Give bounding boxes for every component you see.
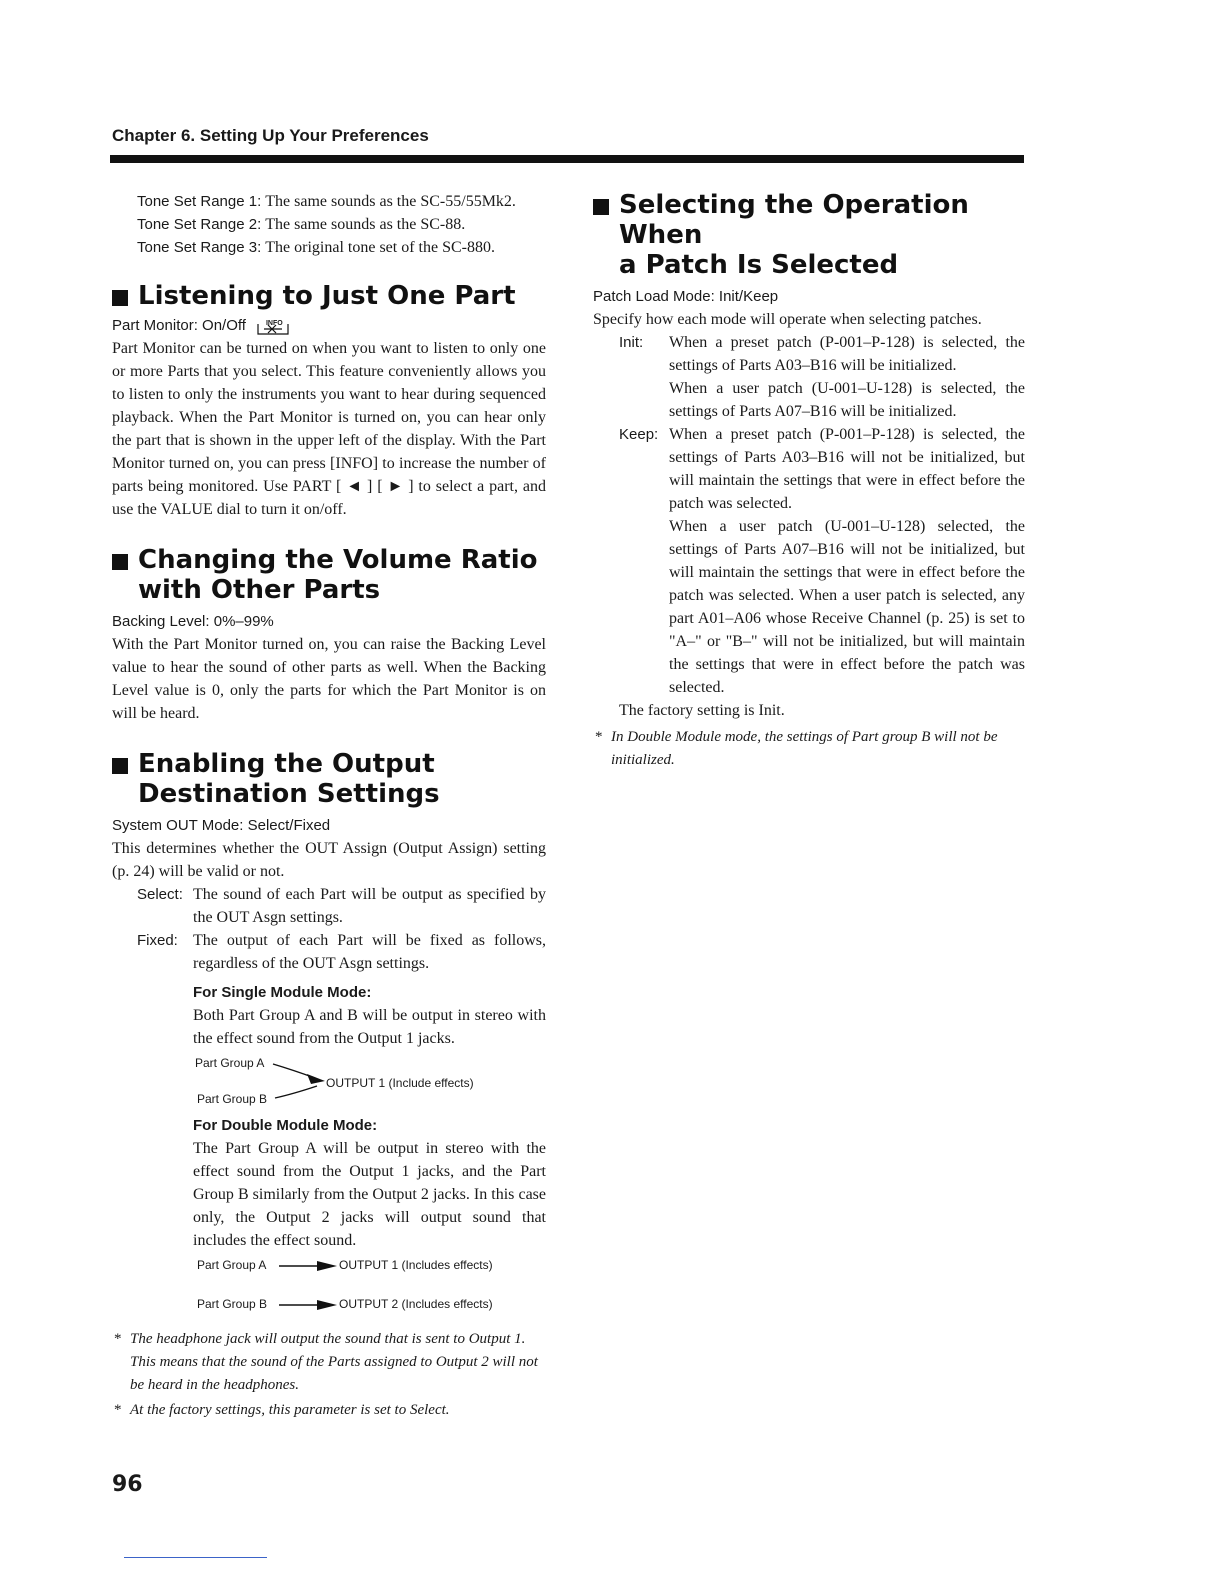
part-monitor-body: Part Monitor can be turned on when you want to listen to only one or more Parts that you select. This feature conveniently allows you to listen to only the instruments you want to hear during sequenced playback. When the Part Monitor is turned on, you can hear only the part that is shown in the upper left of the display. With the Part Monitor turned on, you can press [INFO] to increase the number of parts being monitored. Use PART [ ◄ ] [ ► ] to select a part, and use the VALUE dial to turn it on/off. xyxy=(112,340,546,518)
single-module-block xyxy=(112,981,546,1326)
tone-range-text: The same sounds as the SC-55/55Mk2. xyxy=(265,193,516,210)
section-heading: Listening to Just One Part xyxy=(112,281,546,311)
tone-range-label: Tone Set Range 2: xyxy=(137,216,262,233)
right-column xyxy=(593,190,1025,772)
asterisk-icon: * xyxy=(114,1402,122,1418)
single-module-diagram xyxy=(193,1050,546,1108)
merge-arrow-icon xyxy=(193,1050,333,1108)
mode-text: When a preset patch (P-001–P-128) is selected, the settings of Parts A03–B16 will not be initialized, but will maintain the settings that were in effect before the patch was selected. xyxy=(669,426,1025,512)
diagram-label: OUTPUT 2 (Includes effects) xyxy=(339,1297,493,1311)
mode-text: The sound of each Part will be output as specified by the OUT Asgn settings. xyxy=(193,886,546,926)
single-module-text: Both Part Group A and B will be output in stereo with the effect sound from the Output 1 jacks. xyxy=(193,1007,546,1047)
section-part-monitor xyxy=(112,281,546,521)
chapter-title: Chapter 6. Setting Up Your Preferences xyxy=(112,126,429,145)
factory-setting: The factory setting is Init. xyxy=(619,702,785,719)
mode-text: When a user patch (U-001–U-128) is selected, the settings of Parts A07–B16 will be initialized. xyxy=(669,380,1025,420)
tone-range-text: The original tone set of the SC-880. xyxy=(265,239,495,256)
bullet-square-icon xyxy=(112,554,128,570)
tone-set-ranges xyxy=(112,190,546,259)
patch-intro: Specify how each mode will operate when selecting patches. xyxy=(593,311,982,328)
asterisk-icon: * xyxy=(595,729,603,745)
mode-row-init xyxy=(593,331,1025,423)
parameter-line: Patch Load Mode: Init/Keep xyxy=(593,288,779,305)
section-heading: Enabling the Output Destination Settings xyxy=(112,749,546,809)
info-button-icon: INFO xyxy=(256,317,292,337)
diagram-label: Part Group B xyxy=(197,1092,268,1106)
section-patch-load xyxy=(593,190,1025,772)
mode-row-fixed xyxy=(112,929,546,975)
diagram-label: OUTPUT 1 (Include effects) xyxy=(326,1076,474,1090)
section-heading: Changing the Volume Ratio with Other Parts xyxy=(112,545,546,605)
mode-row-keep xyxy=(593,423,1025,699)
page-number: 96 xyxy=(112,1472,143,1497)
bullet-square-icon xyxy=(593,199,609,215)
left-column xyxy=(112,190,546,1422)
subheading: For Double Module Mode: xyxy=(193,1117,378,1134)
output-body: This determines whether the OUT Assign (Output Assign) setting (p. 24) will be valid or not. xyxy=(112,840,546,880)
mode-text: When a preset patch (P-001–P-128) is selected, the settings of Parts A03–B16 will be initialized. xyxy=(669,334,1025,374)
diagram-label: Part Group A xyxy=(197,1258,267,1272)
tone-range-label: Tone Set Range 3: xyxy=(137,239,262,256)
mode-text: The output of each Part will be fixed as follows, regardless of the OUT Asgn settings. xyxy=(193,932,546,972)
diagram-label: Part Group A xyxy=(195,1056,265,1070)
diagram-label: Part Group B xyxy=(197,1297,268,1311)
mode-row-select xyxy=(112,883,546,929)
mode-label: Keep: xyxy=(619,426,659,443)
tone-range-text: The same sounds as the SC-88. xyxy=(265,216,466,233)
parameter-line: Part Monitor: On/Off INFO xyxy=(112,315,546,337)
footnote: * In Double Module mode, the settings of Part group B will not be initialized. xyxy=(593,726,1025,772)
asterisk-icon: * xyxy=(114,1331,122,1347)
bottom-line xyxy=(124,1557,267,1558)
mode-label: Select: xyxy=(137,886,183,903)
double-module-diagram xyxy=(193,1252,546,1326)
bullet-square-icon xyxy=(112,290,128,306)
mode-label: Init: xyxy=(619,334,644,351)
footnote: * At the factory settings, this parameter is set to Select. xyxy=(112,1399,546,1422)
double-module-text: The Part Group A will be output in stereo with the effect sound from the Output 1 jacks, and the Part Group B similarly from the Output 2 jacks. In this case only, the Output 2 jacks will output sound that includes the effect sound. xyxy=(193,1140,546,1249)
tone-range-label: Tone Set Range 1: xyxy=(137,193,262,210)
diagram-label: OUTPUT 1 (Includes effects) xyxy=(339,1258,493,1272)
section-volume-ratio xyxy=(112,545,546,725)
mode-text: When a user patch (U-001–U-128) selected, the settings of Parts A07–B16 will not be initialized, but will maintain the settings that were in effect before the patch was selected. When a user patch is selected, any part A01–A06 whose Receive Channel (p. 25) is set to "A–" or "B–" will not be initialized, but will maintain the settings that were in effect before the patch was selected. xyxy=(669,518,1025,696)
tone-range-row xyxy=(137,236,546,259)
arrow-icons xyxy=(193,1252,343,1326)
parameter-line: Backing Level: 0%–99% xyxy=(112,613,274,630)
tone-range-row xyxy=(137,190,546,213)
footnote: * The headphone jack will output the sound that is sent to Output 1. This means that the sound of the Parts assigned to Output 2 will not be heard in the headphones. xyxy=(112,1328,546,1397)
subheading: For Single Module Mode: xyxy=(193,984,372,1001)
parameter-line: System OUT Mode: Select/Fixed xyxy=(112,817,331,834)
volume-body: With the Part Monitor turned on, you can raise the Backing Level value to hear the sound of other parts as well. When the Backing Level value is 0, only the parts for which the Part Monitor is on will be heard. xyxy=(112,636,546,722)
section-output-destination xyxy=(112,749,546,1422)
tone-range-row xyxy=(137,213,546,236)
section-heading: Selecting the Operation When a Patch Is Selected xyxy=(593,190,1025,280)
header-rule xyxy=(110,155,1024,163)
mode-label: Fixed: xyxy=(137,932,178,949)
bullet-square-icon xyxy=(112,758,128,774)
